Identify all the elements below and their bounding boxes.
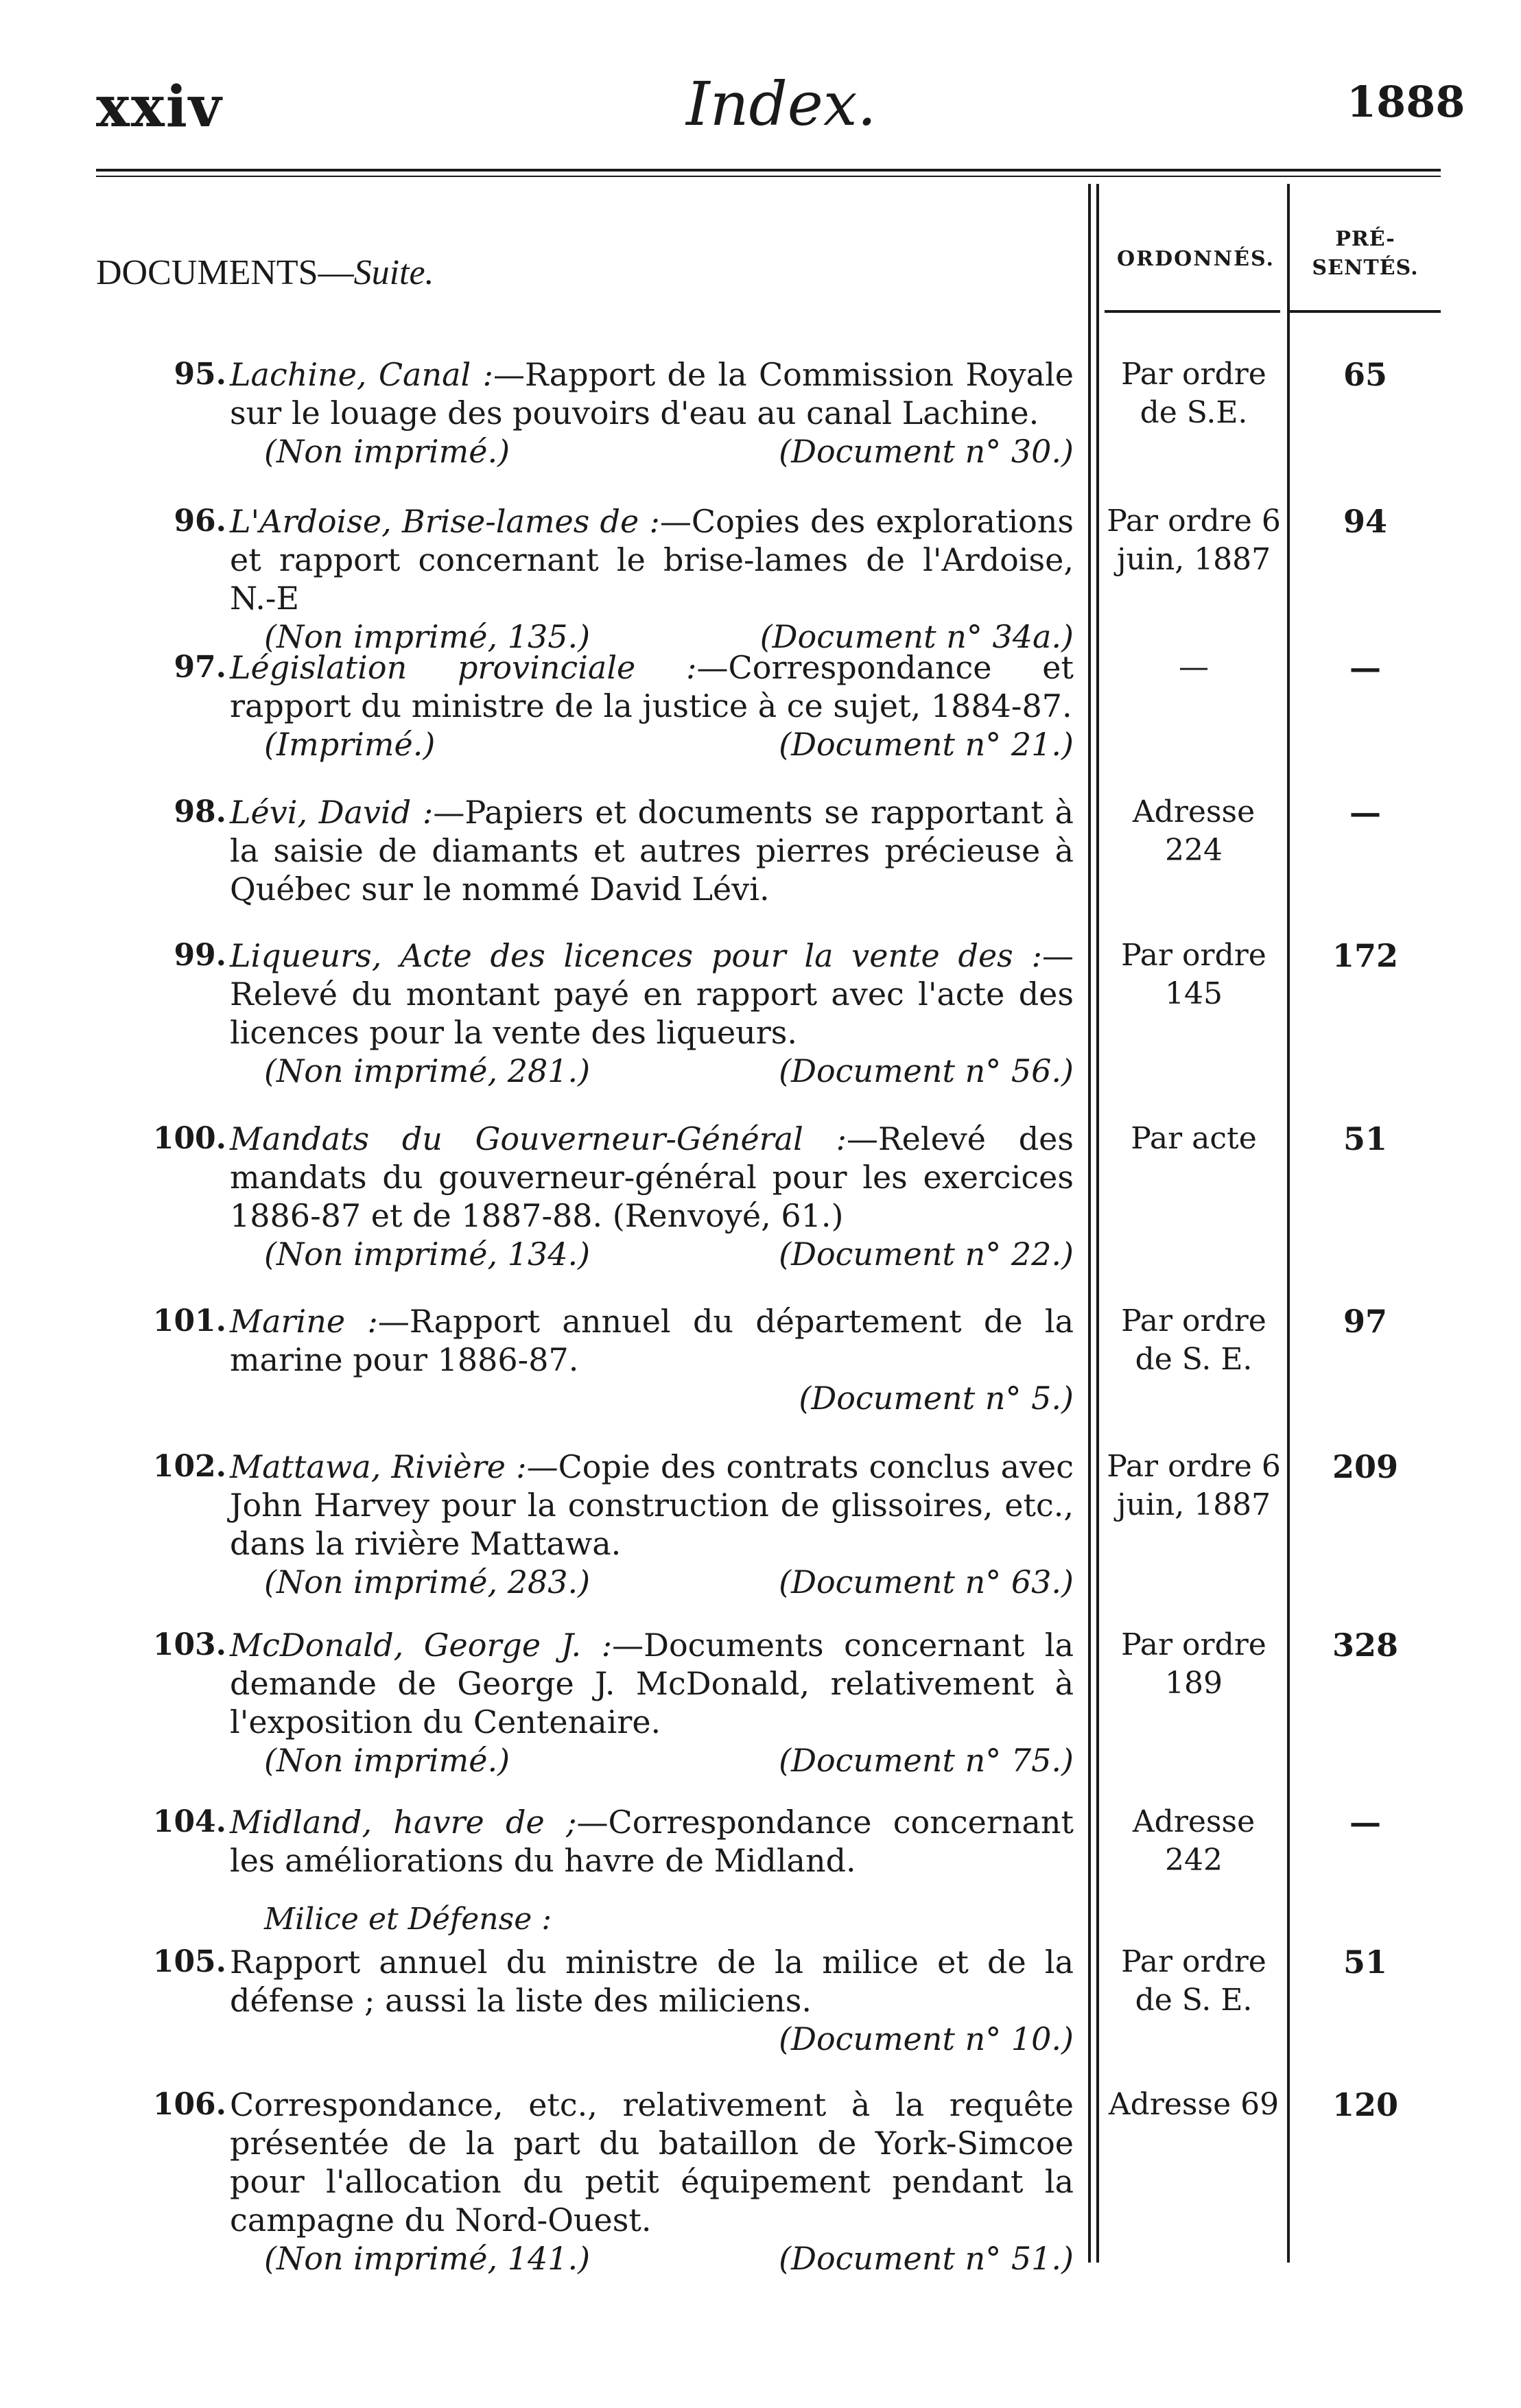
entry-print-status: (Non imprimé.) xyxy=(264,1742,510,1779)
entry-document-number: (Document n° 10.) xyxy=(779,2020,1074,2057)
entry-number: 100. xyxy=(152,1121,226,1156)
entry-number: 101. xyxy=(152,1303,226,1338)
entry-presentes: 328 xyxy=(1332,1627,1399,1664)
section-title-main: DOCUMENTS— xyxy=(96,253,354,292)
column-header-presentes xyxy=(1290,225,1441,283)
entry-text xyxy=(230,1120,1074,1273)
entry-body: —Copie des contrats conclus avec John Harvey pour la construction de glissoires, etc., dans la rivière Mattawa. xyxy=(230,1448,1074,1562)
entry-document-number: (Document n° 51.) xyxy=(779,2240,1074,2277)
entry-number: 105. xyxy=(152,1944,226,1979)
entry-body: —Correspondance et rapport du ministre de la justice à ce sujet, 1884-87. xyxy=(230,649,1074,724)
entry-ordonnes: Par ordre 189 xyxy=(1121,1627,1266,1701)
entry-text xyxy=(230,355,1074,471)
entry-text xyxy=(230,2086,1074,2278)
entry-number: 102. xyxy=(152,1449,226,1484)
entry-print-status: (Non imprimé, 283.) xyxy=(264,1563,591,1601)
entry-number: 95. xyxy=(174,357,226,392)
page-number: xxiv xyxy=(96,74,223,140)
entry-print-status: (Non imprimé, 141.) xyxy=(264,2240,591,2277)
entry-body: —Rapport annuel du département de la marine pour 1886-87. xyxy=(230,1303,1074,1378)
entry-presentes: 172 xyxy=(1332,937,1399,974)
entry-ordonnes: Par acte xyxy=(1131,1121,1257,1156)
entry-number: 99. xyxy=(174,938,226,973)
entry-print-status: (Non imprimé, 281.) xyxy=(264,1052,591,1089)
entry-document-number: (Document n° 21.) xyxy=(779,726,1074,763)
entry-presentes: 94 xyxy=(1343,503,1387,540)
entry-reference xyxy=(230,1563,1074,1601)
entry-body: Rapport annuel du ministre de la milice et de la défense ; aussi la liste des miliciens. xyxy=(230,1944,1074,2019)
entry-reference xyxy=(230,2239,1074,2278)
entry-presentes: — xyxy=(1349,794,1381,831)
entry-number: 96. xyxy=(174,504,226,539)
entry-print-status: (Non imprimé.) xyxy=(264,433,510,470)
entry-print-status: (Imprimé.) xyxy=(264,726,436,763)
entry-presentes: — xyxy=(1349,649,1381,686)
section-title xyxy=(96,252,434,293)
presentes-underline xyxy=(1290,310,1441,313)
entry-ordonnes: Par ordre de S.E. xyxy=(1121,357,1266,430)
entry-presentes: 97 xyxy=(1343,1303,1387,1340)
column-divider-2 xyxy=(1096,184,1099,2263)
entry-text xyxy=(230,1448,1074,1601)
entry-ordonnes: Par ordre de S. E. xyxy=(1121,1303,1266,1377)
entry-document-number: (Document n° 63.) xyxy=(779,1563,1074,1601)
entry-title: Lachine, Canal : xyxy=(230,356,494,393)
entry-body: Correspondance, etc., relativement à la requête présentée de la part du bataillon de York-Simcoe pour l'allocation du petit équipement pendant la campagne du Nord-Ouest. xyxy=(230,2086,1074,2239)
entry-ordonnes: Par ordre 145 xyxy=(1121,938,1266,1011)
header-rule xyxy=(96,169,1441,172)
header-rule-thin xyxy=(96,176,1441,177)
entry-document-number: (Document n° 22.) xyxy=(779,1236,1074,1273)
entry-presentes: 209 xyxy=(1332,1448,1399,1485)
entry-reference xyxy=(230,1741,1074,1780)
column-header-ordonnes: ORDONNÉS. xyxy=(1117,247,1275,271)
entry-title: L'Ardoise, Brise-lames de : xyxy=(230,503,660,540)
column-divider-1 xyxy=(1088,184,1091,2263)
entry-ordonnes: Par ordre 6 juin, 1887 xyxy=(1107,1449,1281,1522)
entry-document-number: (Document n° 30.) xyxy=(779,433,1074,470)
entry-ordonnes: Adresse 69 xyxy=(1108,2087,1280,2122)
entry-body: —Documents concernant la demande de George J. McDonald, relativement à l'exposition du Centenaire. xyxy=(230,1627,1074,1740)
entry-body: —Papiers et documents se rapportant à la saisie de diamants et autres pierres précieuse à Québec sur le nommé David Lévi. xyxy=(230,794,1074,908)
entry-number: 106. xyxy=(152,2087,226,2122)
entry-presentes: — xyxy=(1349,1804,1381,1841)
entry-reference xyxy=(230,2020,1074,2058)
entry-text xyxy=(230,1943,1074,2058)
entry-text xyxy=(230,793,1074,908)
entry-reference xyxy=(230,1052,1074,1090)
entry-number: 98. xyxy=(174,794,226,829)
entry-presentes: 65 xyxy=(1343,356,1387,393)
entry-title: Mattawa, Rivière : xyxy=(230,1448,527,1485)
column-header-presentes-2: SENTÉS. xyxy=(1312,256,1419,280)
entry-presentes: 120 xyxy=(1332,2086,1399,2123)
year: 1888 xyxy=(1347,77,1465,127)
ordonnes-underline xyxy=(1105,310,1280,313)
entry-document-number: (Document n° 34a.) xyxy=(759,618,1074,655)
entry-body: —Relevé des mandats du gouverneur-général pour les exercices 1886-87 et de 1887-88. (Renvoyé, 61.) xyxy=(230,1120,1074,1234)
entry-ordonnes: Par ordre de S. E. xyxy=(1121,1944,1266,2018)
entry-document-number: (Document n° 5.) xyxy=(799,1380,1074,1417)
entry-title: Midland, havre de ; xyxy=(230,1804,577,1841)
entry-ordonnes: Par ordre 6 juin, 1887 xyxy=(1107,504,1281,577)
entry-title: Liqueurs, Acte des licences pour la vente des : xyxy=(230,937,1042,974)
entry-document-number: (Document n° 75.) xyxy=(779,1742,1074,1779)
entry-text xyxy=(230,648,1074,764)
entry-text xyxy=(230,1626,1074,1780)
entry-title: Lévi, David : xyxy=(230,794,434,831)
entry-text xyxy=(230,502,1074,656)
entry-title: Mandats du Gouverneur-Général : xyxy=(230,1120,847,1157)
entry-presentes: 51 xyxy=(1343,1944,1387,1981)
entry-ordonnes: — xyxy=(1179,650,1209,685)
entry-body: —Rapport de la Commission Royale sur le louage des pouvoirs d'eau au canal Lachine. xyxy=(230,356,1074,432)
entry-text xyxy=(230,1302,1074,1417)
entry-body: —Relevé du montant payé en rapport avec l'acte des licences pour la vente des liqueurs. xyxy=(230,937,1074,1051)
column-header-presentes-1: PRÉ- xyxy=(1335,227,1395,251)
entry-reference xyxy=(230,725,1074,764)
entry-text xyxy=(230,936,1074,1090)
entry-title: McDonald, George J. : xyxy=(230,1627,613,1664)
entry-number: 103. xyxy=(152,1627,226,1662)
entry-number: 104. xyxy=(152,1804,226,1839)
subheading-milice: Milice et Défense : xyxy=(264,1902,552,1937)
entry-title: Législation provinciale : xyxy=(230,649,697,686)
entry-reference xyxy=(230,1235,1074,1273)
entry-ordonnes: Adresse 224 xyxy=(1132,794,1255,868)
entry-title: Marine : xyxy=(230,1303,378,1340)
entry-body: —Correspondance concernant les améliorations du havre de Midland. xyxy=(230,1804,1074,1879)
entry-number: 97. xyxy=(174,650,226,685)
entry-print-status: (Non imprimé, 134.) xyxy=(264,1236,591,1273)
entry-ordonnes: Adresse 242 xyxy=(1132,1804,1255,1878)
running-title: Index. xyxy=(686,69,877,139)
entry-body: —Copies des explorations et rapport concernant le brise-lames de l'Ardoise, N.-E xyxy=(230,503,1074,617)
entry-print-status: (Non imprimé, 135.) xyxy=(264,618,591,655)
entry-document-number: (Document n° 56.) xyxy=(779,1052,1074,1089)
entry-presentes: 51 xyxy=(1343,1120,1387,1157)
entry-text xyxy=(230,1803,1074,1880)
entry-reference xyxy=(230,432,1074,471)
entry-reference xyxy=(230,1379,1074,1417)
section-title-suffix: Suite. xyxy=(353,253,434,292)
